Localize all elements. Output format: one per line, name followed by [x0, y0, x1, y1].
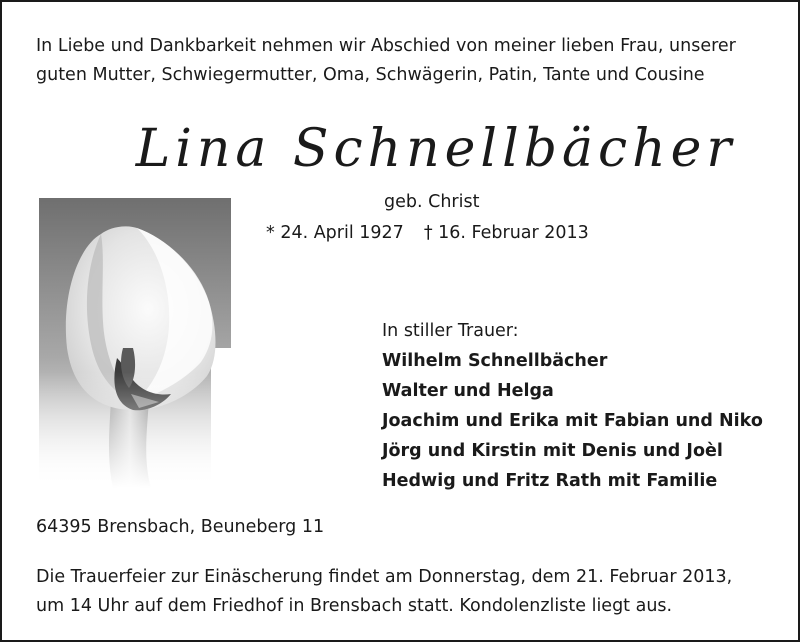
intro-text	[36, 32, 776, 90]
calla-lily-icon	[39, 198, 231, 488]
life-dates	[266, 223, 589, 243]
birth-name: geb. Christ	[384, 192, 480, 212]
mourner-name: Joachim und Erika mit Fabian und Niko	[382, 411, 763, 431]
intro-line-1: In Liebe und Dankbarkeit nehmen wir Abschied von meiner lieben Frau, unserer	[36, 36, 736, 56]
service-info	[36, 563, 786, 621]
intro-line-2: guten Mutter, Schwiegermutter, Oma, Schwägerin, Patin, Tante und Cousine	[36, 65, 705, 85]
death-date: † 16. Februar 2013	[423, 223, 589, 243]
deceased-name: Lina Schnellbächer	[135, 119, 737, 179]
address: 64395 Brensbach, Beuneberg 11	[36, 517, 325, 537]
mourners-lead: In stiller Trauer:	[382, 321, 519, 341]
mourner-name: Hedwig und Fritz Rath mit Familie	[382, 471, 718, 491]
mourner-name: Jörg und Kirstin mit Denis und Joèl	[382, 441, 723, 461]
mourner-name: Wilhelm Schnellbächer	[382, 351, 608, 371]
service-line-1: Die Trauerfeier zur Einäscherung findet am Donnerstag, dem 21. Februar 2013,	[36, 567, 733, 587]
birth-date: * 24. April 1927	[266, 223, 404, 243]
mourners-list	[382, 316, 763, 496]
mourner-name: Walter und Helga	[382, 381, 554, 401]
service-line-2: um 14 Uhr auf dem Friedhof in Brensbach statt. Kondolenzliste liegt aus.	[36, 596, 673, 616]
